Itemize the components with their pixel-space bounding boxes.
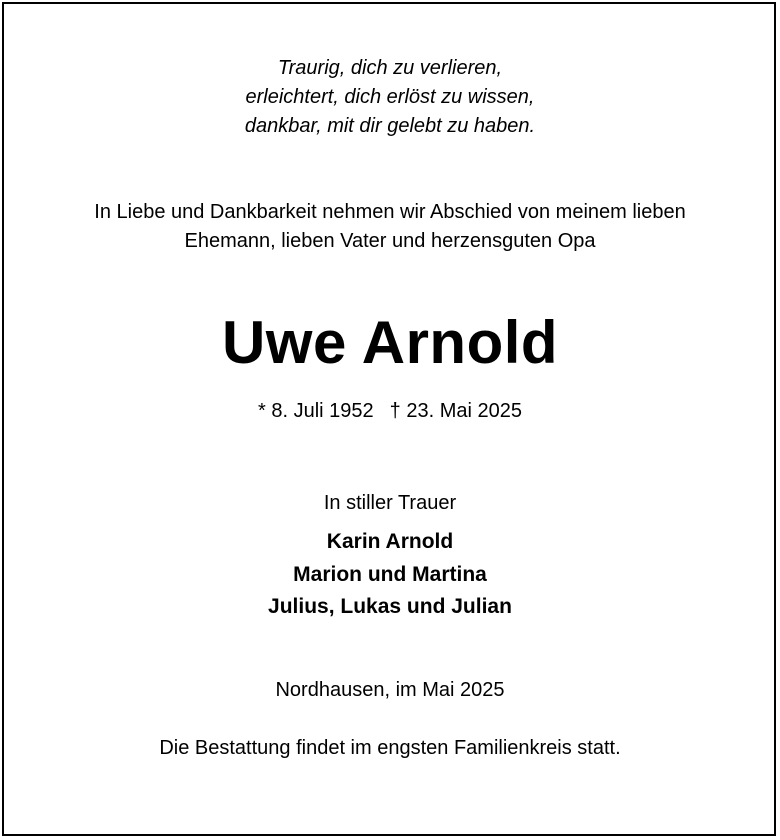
mourner-name: Karin Arnold [326, 530, 454, 553]
mourner-name: Marion und Martina [293, 563, 487, 586]
poem-line: erleichtert, dich erlöst zu wissen, [245, 86, 535, 108]
place-date: Nordhausen, im Mai 2025 [275, 679, 505, 701]
mourner-name: Julius, Lukas und Julian [268, 595, 512, 618]
intro-line: Ehemann, lieben Vater und herzensguten Opa [184, 230, 596, 252]
funeral-note: Die Bestattung findet im engsten Familienkreis statt. [159, 737, 621, 759]
birth-date: * 8. Juli 1952 [258, 400, 374, 422]
poem-line: Traurig, dich zu verlieren, [277, 57, 503, 79]
mourning-label: In stiller Trauer [323, 492, 457, 514]
deceased-name: Uwe Arnold [221, 309, 559, 376]
intro-line: In Liebe und Dankbarkeit nehmen wir Abschied von meinem lieben [94, 201, 686, 223]
death-date: † 23. Mai 2025 [389, 400, 522, 422]
poem-line: dankbar, mit dir gelebt zu haben. [244, 115, 536, 137]
life-dates [0, 398, 780, 424]
